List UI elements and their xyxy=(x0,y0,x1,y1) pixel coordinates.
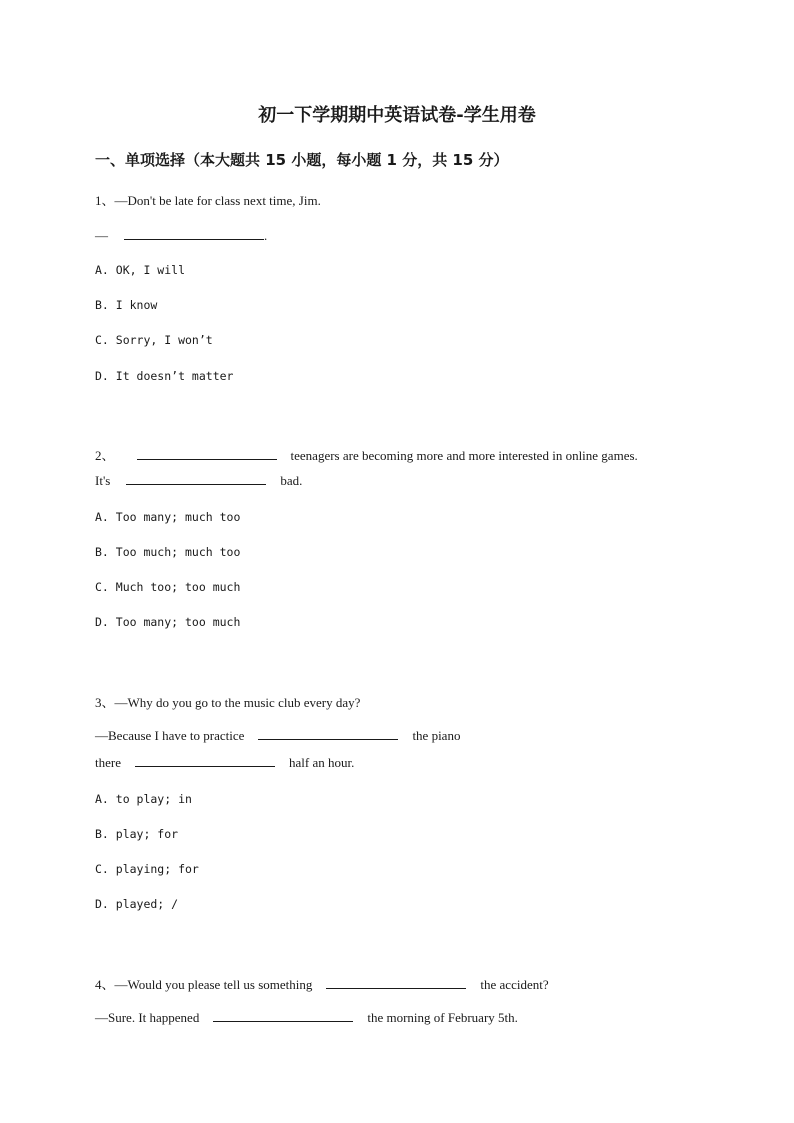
question-3-line-3 xyxy=(95,754,354,771)
question-1-stem: 1、—Don't be late for class next time, Jim. xyxy=(95,193,321,208)
section-heading: 一、单项选择（本大题共 15 小题，每小题 1 分，共 15 分） xyxy=(95,151,509,169)
question-3-option-d[interactable]: D. played; / xyxy=(95,897,179,911)
answer-blank[interactable] xyxy=(124,227,264,240)
period: . xyxy=(264,228,268,243)
page-title: 初一下学期期中英语试卷-学生用卷 xyxy=(258,105,536,126)
question-3-line-2 xyxy=(95,727,460,744)
stem-text: there xyxy=(95,755,121,770)
question-3-option-c[interactable]: C. playing; for xyxy=(95,862,199,876)
answer-blank[interactable] xyxy=(258,727,398,740)
stem-text: half an hour. xyxy=(288,755,355,770)
question-1-option-b[interactable]: B. I know xyxy=(95,298,158,312)
question-1-option-d[interactable]: D. It doesn’t matter xyxy=(95,369,234,383)
stem-text: teenagers are becoming more and more interested in online games. xyxy=(290,448,638,463)
dash: — xyxy=(95,228,108,243)
question-1-option-a[interactable]: A. OK, I will xyxy=(95,263,186,277)
stem-text: bad. xyxy=(280,473,303,488)
stem-text: the accident? xyxy=(480,977,549,992)
stem-text: —Sure. It happened xyxy=(95,1010,200,1025)
stem-text: 4、—Would you please tell us something xyxy=(95,977,313,992)
answer-blank[interactable] xyxy=(326,976,466,989)
question-3-option-a[interactable]: A. to play; in xyxy=(95,792,192,806)
answer-blank[interactable] xyxy=(213,1009,353,1022)
question-2-option-d[interactable]: D. Too many; too much xyxy=(95,615,241,629)
question-number: 2、 xyxy=(95,448,115,463)
stem-text: the morning of February 5th. xyxy=(367,1010,518,1025)
question-4-line-2 xyxy=(95,1009,518,1026)
question-2-option-a[interactable]: A. Too many; much too xyxy=(95,510,241,524)
question-1-answer-line xyxy=(95,227,267,244)
question-2-line-2 xyxy=(95,472,302,489)
stem-text: the piano xyxy=(412,728,461,743)
answer-blank[interactable] xyxy=(126,472,266,485)
question-1-option-c[interactable]: C. Sorry, I won’t xyxy=(95,333,213,347)
answer-blank[interactable] xyxy=(137,447,277,460)
answer-blank[interactable] xyxy=(135,754,275,767)
question-2-option-b[interactable]: B. Too much; much too xyxy=(95,545,241,559)
question-4-stem xyxy=(95,974,549,993)
question-3-stem: 3、—Why do you go to the music club every day? xyxy=(95,695,361,710)
question-2-option-c[interactable]: C. Much too; too much xyxy=(95,580,241,594)
question-2-stem xyxy=(95,445,638,464)
stem-text: —Because I have to practice xyxy=(95,728,245,743)
question-3-option-b[interactable]: B. play; for xyxy=(95,827,179,841)
stem-text: It's xyxy=(95,473,111,488)
